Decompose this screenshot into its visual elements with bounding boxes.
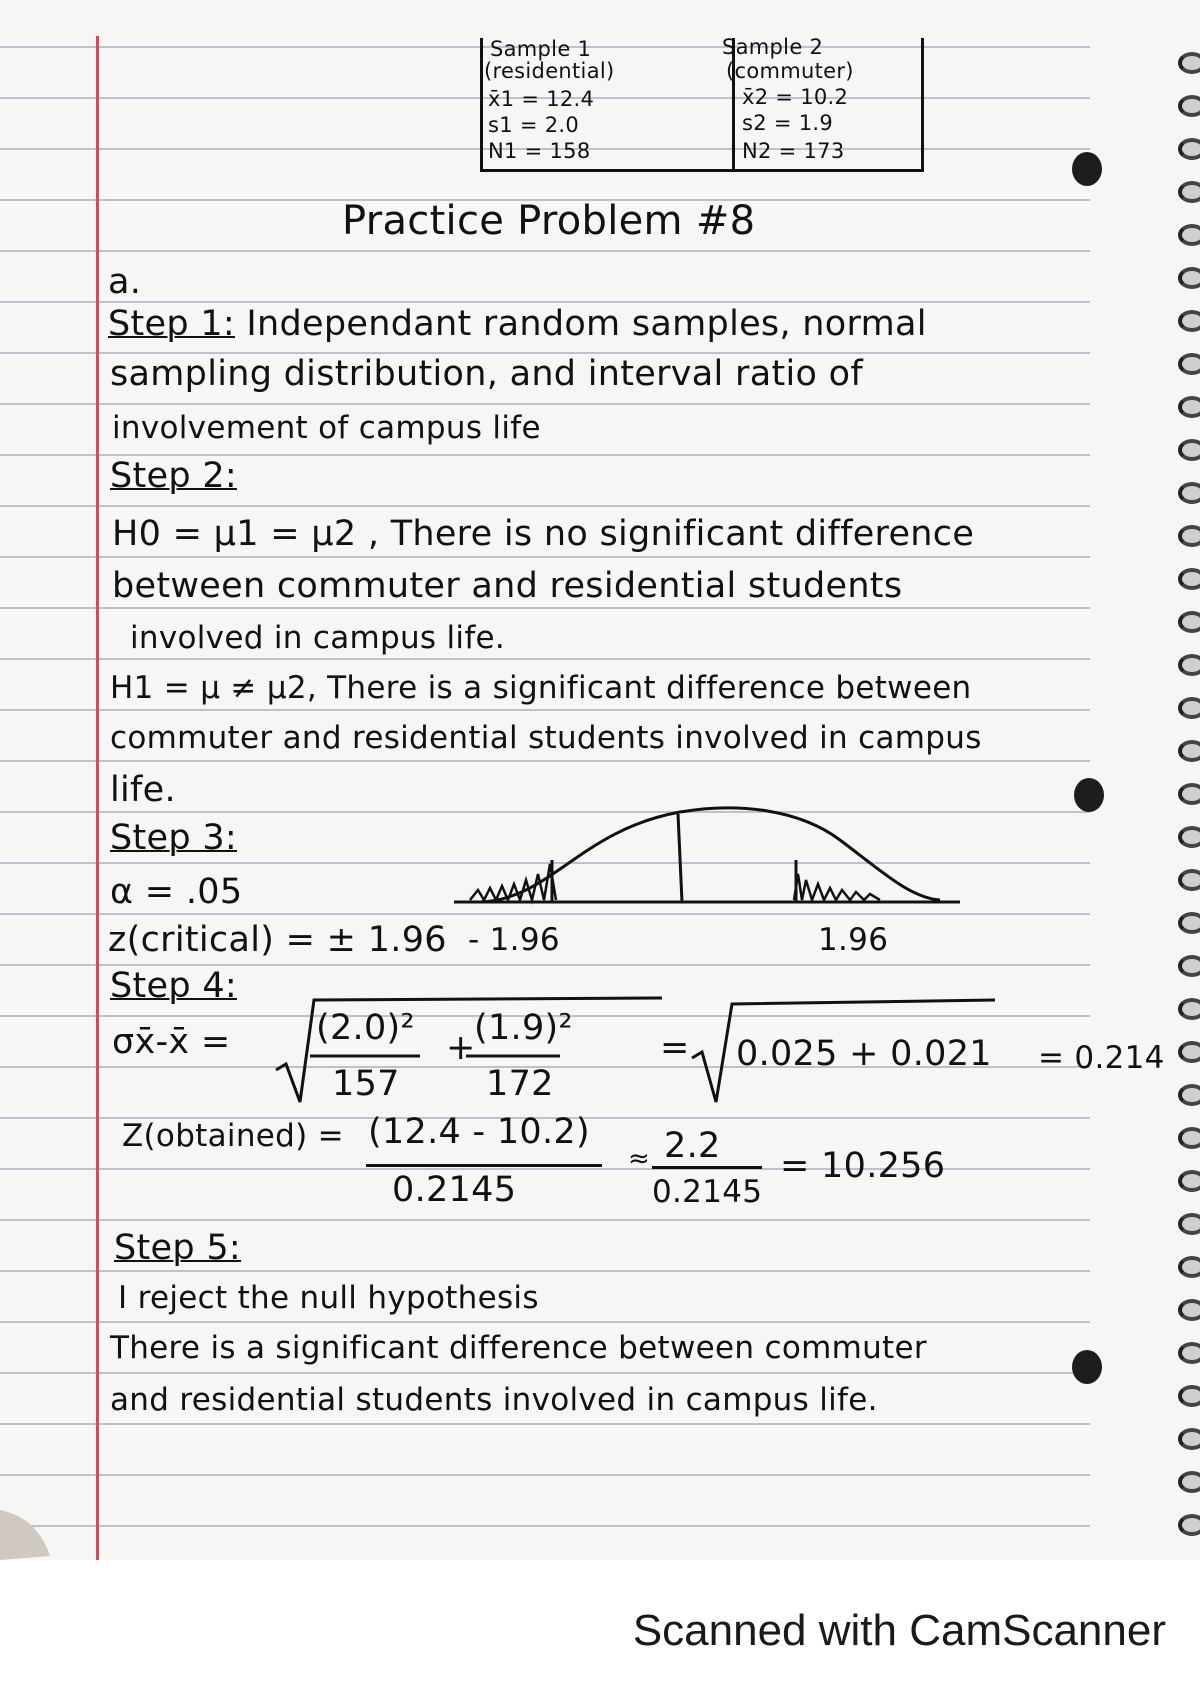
step2-line-1: H0 = μ1 = μ2 , There is no significant difference <box>112 514 975 554</box>
ruled-line <box>0 556 1090 558</box>
sample2-n: N2 = 173 <box>742 139 845 163</box>
z-fraction-bar-2 <box>652 1166 762 1169</box>
alpha-value: α = .05 <box>110 872 243 912</box>
step1-line-3: involvement of campus life <box>112 410 541 446</box>
ruled-line <box>0 250 1090 252</box>
z-denominator: 0.2145 <box>392 1170 517 1210</box>
z-numerator: (12.4 - 10.2) <box>368 1112 590 1152</box>
spiral-coil <box>1178 95 1200 117</box>
left-critical-value: - 1.96 <box>468 922 560 958</box>
z-denominator-2: 0.2145 <box>652 1174 763 1210</box>
step2-line-4: H1 = μ ≠ μ2, There is a significant difference between <box>110 670 972 706</box>
spiral-coil <box>1178 224 1200 246</box>
spiral-coil <box>1178 267 1200 289</box>
spiral-coil <box>1178 869 1200 891</box>
curve-center-line <box>678 814 682 902</box>
step5-line-2: There is a significant difference between commuter <box>110 1330 927 1366</box>
binder-hole <box>1072 1350 1102 1384</box>
ruled-line <box>0 505 1090 507</box>
sample1-n: N1 = 158 <box>488 139 591 163</box>
part-label: a. <box>108 262 142 302</box>
plus-sign: + <box>446 1028 476 1068</box>
spiral-coil <box>1178 439 1200 461</box>
equals-sign: = <box>660 1028 690 1068</box>
ruled-line <box>0 1474 1090 1476</box>
right-critical-value: 1.96 <box>818 922 889 958</box>
spiral-coil <box>1178 482 1200 504</box>
denominator-1: 157 <box>332 1064 400 1104</box>
spiral-coil <box>1178 611 1200 633</box>
spiral-coil <box>1178 1170 1200 1192</box>
z-obtained-result: = 10.256 <box>780 1146 946 1186</box>
scanner-footer <box>0 1560 1200 1698</box>
spiral-coil <box>1178 181 1200 203</box>
denominator-2: 172 <box>486 1064 554 1104</box>
ruled-line <box>0 1270 1090 1272</box>
finger-shadow <box>0 1500 70 1560</box>
spiral-coil <box>1178 525 1200 547</box>
spiral-coil <box>1178 1127 1200 1149</box>
z-numerator-2: 2.2 <box>664 1126 721 1166</box>
spiral-coil <box>1178 1213 1200 1235</box>
std-error-result: = 0.214 <box>1038 1040 1165 1076</box>
variance-sum: 0.025 + 0.021 <box>736 1034 992 1074</box>
spiral-coil <box>1178 1084 1200 1106</box>
spiral-coil <box>1178 1299 1200 1321</box>
spiral-coil <box>1178 1514 1200 1536</box>
numerator-2: (1.9)² <box>474 1008 573 1048</box>
spiral-coil <box>1178 654 1200 676</box>
spiral-coil <box>1178 912 1200 934</box>
spiral-coil <box>1178 396 1200 418</box>
ruled-line <box>0 709 1090 711</box>
z-critical: z(critical) = ± 1.96 <box>108 920 447 960</box>
spiral-coil <box>1178 138 1200 160</box>
step4-heading: Step 4: <box>110 966 237 1006</box>
page-title: Practice Problem #8 <box>342 198 756 244</box>
spiral-coil <box>1178 955 1200 977</box>
step2-line-3: involved in campus life. <box>130 620 506 656</box>
ruled-line <box>0 1321 1090 1323</box>
step1-line-2: sampling distribution, and interval ratio of <box>110 354 863 394</box>
step5-line-3: and residential students involved in campus life. <box>110 1382 878 1418</box>
spiral-coil <box>1178 1256 1200 1278</box>
spiral-coil <box>1178 1428 1200 1450</box>
step5-line-1: I reject the null hypothesis <box>118 1280 539 1316</box>
ruled-line <box>0 607 1090 609</box>
spiral-coil <box>1178 740 1200 762</box>
spiral-coil <box>1178 1471 1200 1493</box>
sample2-title: Sample 2 <box>722 35 824 59</box>
step2-line-6: life. <box>110 770 176 810</box>
ruled-line <box>0 760 1090 762</box>
sample1-mean: x̄1 = 12.4 <box>488 87 595 111</box>
spiral-coil <box>1178 826 1200 848</box>
spiral-coil <box>1178 52 1200 74</box>
ruled-line <box>0 301 1090 303</box>
sigma-label: σx̄-x̄ = <box>112 1022 231 1062</box>
normal-curve-sketch <box>440 800 960 920</box>
sample2-mean: x̄2 = 10.2 <box>742 85 849 109</box>
sample2-subtitle: (commuter) <box>726 59 854 83</box>
spiral-coil <box>1178 1385 1200 1407</box>
step1-block <box>108 304 927 344</box>
step3-heading: Step 3: <box>110 818 237 858</box>
spiral-coil <box>1178 310 1200 332</box>
sample1-subtitle: (residential) <box>484 59 615 83</box>
bell-curve <box>480 808 940 902</box>
spiral-coil <box>1178 783 1200 805</box>
sample1-title: Sample 1 <box>490 37 592 61</box>
ruled-line <box>0 403 1090 405</box>
spiral-coil <box>1178 998 1200 1020</box>
binder-hole <box>1072 152 1102 186</box>
sample1-sd: s1 = 2.0 <box>488 113 580 137</box>
z-fraction-bar <box>366 1164 602 1167</box>
margin-line <box>96 36 99 1560</box>
scanner-watermark: Scanned with CamScanner <box>632 1606 1166 1655</box>
ruled-line <box>0 658 1090 660</box>
z-approx: ≈ <box>628 1144 651 1174</box>
ruled-line <box>0 1525 1090 1527</box>
ruled-line <box>0 1423 1090 1425</box>
spiral-coil <box>1178 697 1200 719</box>
step2-heading: Step 2: <box>110 456 237 496</box>
spiral-coil <box>1178 353 1200 375</box>
spiral-coil <box>1178 1342 1200 1364</box>
step2-line-2: between commuter and residential students <box>112 566 903 606</box>
step1-heading: Step 1: <box>108 304 235 344</box>
step5-heading: Step 5: <box>114 1228 241 1268</box>
ruled-line <box>0 1372 1090 1374</box>
sample2-sd: s2 = 1.9 <box>742 111 834 135</box>
step2-line-5: commuter and residential students involved in campus <box>110 720 982 756</box>
z-obtained-label: Z(obtained) = <box>122 1118 344 1154</box>
step1-line-1: Independant random samples, normal <box>246 304 927 344</box>
spiral-coil <box>1178 1041 1200 1063</box>
numerator-1: (2.0)² <box>316 1008 415 1048</box>
spiral-coil <box>1178 568 1200 590</box>
binder-hole <box>1074 778 1104 812</box>
right-rejection-region <box>794 874 880 900</box>
ruled-line <box>0 1219 1090 1221</box>
